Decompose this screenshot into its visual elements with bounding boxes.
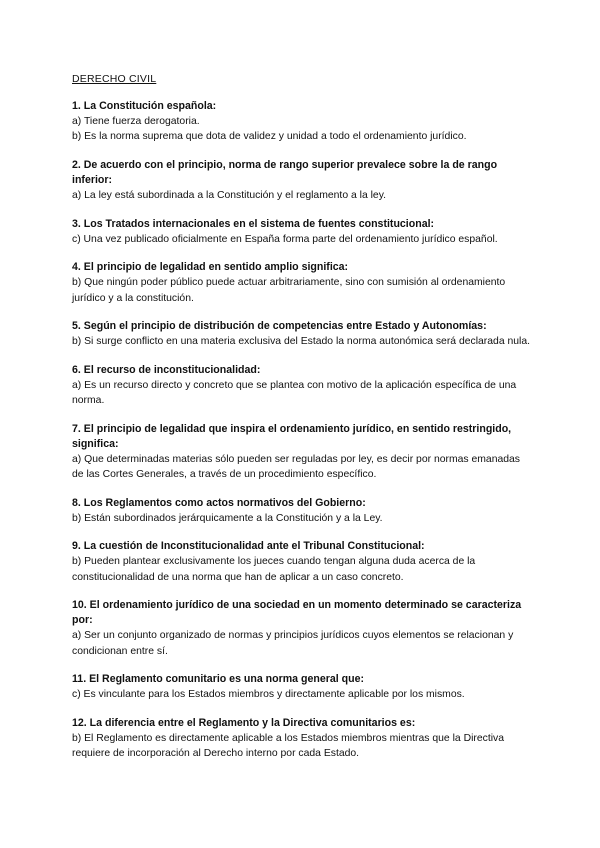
question-6 [72, 363, 532, 408]
question-8 [72, 496, 532, 526]
question-title: 3. Los Tratados internacionales en el sistema de fuentes constitucional: [72, 217, 435, 230]
question-9 [72, 539, 532, 584]
question-title: 8. Los Reglamentos como actos normativos del Gobierno: [72, 496, 366, 509]
question-5 [72, 319, 532, 349]
question-4 [72, 260, 532, 305]
answer-option: a) Tiene fuerza derogatoria. [72, 116, 200, 127]
question-12 [72, 716, 532, 761]
answer-option: b) Pueden plantear exclusivamente los jueces cuando tengan alguna duda acerca de la constitucionalidad de una norma que han de aplicar a un caso concreto. [72, 556, 476, 583]
question-1 [72, 99, 532, 144]
answer-option: b) Están subordinados jerárquicamente a la Constitución y a la Ley. [72, 512, 383, 524]
question-11 [72, 672, 532, 702]
question-10 [72, 598, 532, 658]
answer-option: c) Una vez publicado oficialmente en España forma parte del ordenamiento jurídico español. [72, 233, 498, 245]
answer-option: a) Que determinadas materias sólo pueden ser reguladas por ley, es decir por normas emanadas de las Cortes Generales, a través de un procedimiento específico. [72, 453, 520, 481]
question-title: 10. El ordenamiento jurídico de una sociedad en un momento determinado se caracteriza por: [72, 599, 522, 627]
answer-option: a) Es un recurso directo y concreto que se plantea con motivo de la aplicación específica de una norma. [72, 379, 517, 407]
document-title: DERECHO CIVIL [72, 73, 157, 85]
question-title: 6. El recurso de inconstitucionalidad: [72, 363, 261, 376]
question-7 [72, 422, 532, 482]
question-title: 9. La cuestión de Inconstitucionalidad ante el Tribunal Constitucional: [72, 540, 425, 553]
answer-option: b) Si surge conflicto en una materia exclusiva del Estado la norma autonómica será declarada nula. [72, 336, 531, 348]
question-title: 12. La diferencia entre el Reglamento y la Directiva comunitarios es: [72, 716, 416, 729]
question-list [72, 99, 532, 775]
question-title: 5. Según el principio de distribución de competencias entre Estado y Autonomías: [72, 320, 487, 333]
question-title: 2. De acuerdo con el principio, norma de rango superior prevalece sobre la de rango inferior: [72, 158, 498, 186]
question-title: 7. El principio de legalidad que inspira el ordenamiento jurídico, en sentido restringido, significa: [72, 422, 512, 450]
answer-option: a) La ley está subordinada a la Constitución y el reglamento a la ley. [72, 189, 387, 201]
question-2 [72, 158, 532, 203]
answer-option: a) Ser un conjunto organizado de normas y principios jurídicos cuyos elementos se relacionan y condicionan entre sí. [72, 630, 514, 657]
answer-option: c) Es vinculante para los Estados miembros y directamente aplicable por los mismos. [72, 689, 465, 701]
answer-option: b) El Reglamento es directamente aplicable a los Estados miembros mientras que la Directiva requiere de incorporación al Derecho interno por cada Estado. [72, 732, 504, 760]
question-3 [72, 217, 532, 247]
answer-option: b) Es la norma suprema que dota de validez y unidad a todo el ordenamiento jurídico. [72, 131, 467, 143]
question-title: 1. La Constitución española: [72, 100, 217, 112]
answer-option: b) Que ningún poder público puede actuar arbitrariamente, sino con sumisión al ordenamiento jurídico y a la constitución. [72, 277, 506, 304]
question-title: 11. El Reglamento comunitario es una norma general que: [72, 673, 364, 686]
question-title: 4. El principio de legalidad en sentido amplio significa: [72, 261, 349, 274]
